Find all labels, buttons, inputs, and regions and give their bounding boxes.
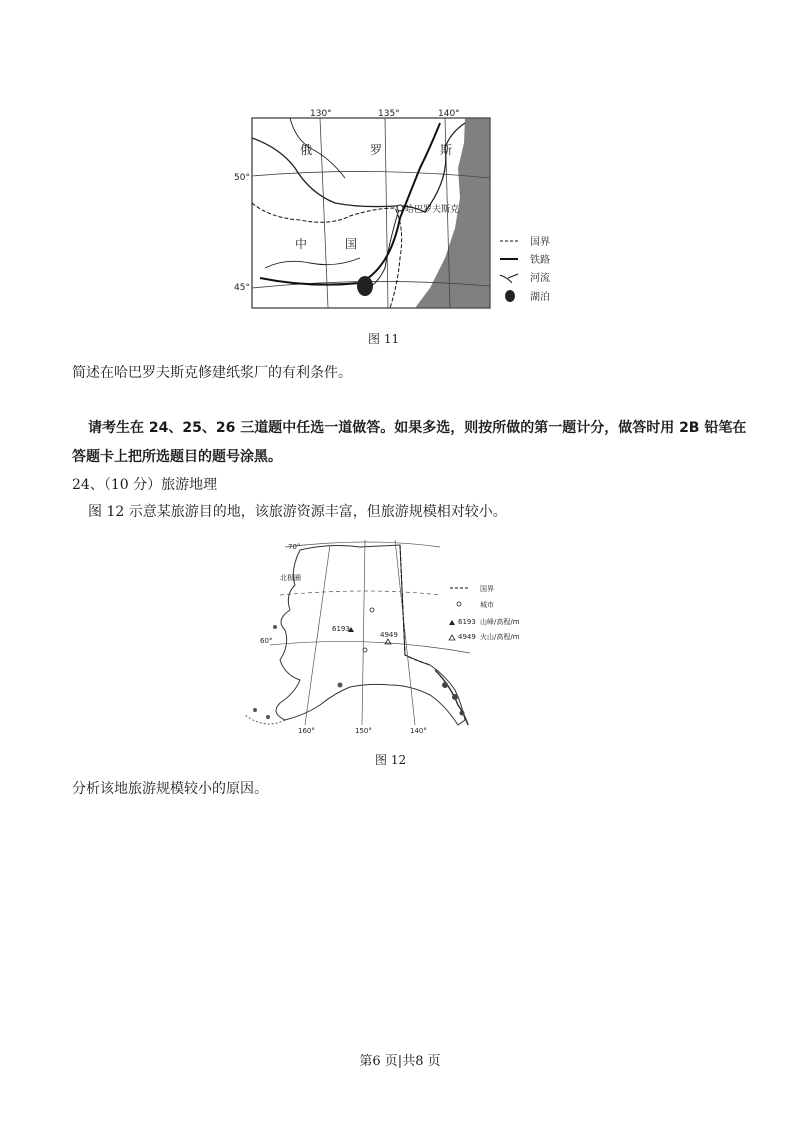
instruction-line-2: 答题卡上把所选题目的题号涂黑。 xyxy=(72,449,282,465)
lon-label-130: 130° xyxy=(310,109,332,119)
arctic-circle-line xyxy=(280,591,440,595)
map-12-svg xyxy=(240,535,550,770)
lat-line-70 xyxy=(285,542,440,547)
lon-line-135 xyxy=(385,118,388,308)
q23-question: 简述在哈巴罗夫斯克修建纸浆厂的有利条件。 xyxy=(72,365,352,381)
volcano-icon xyxy=(449,635,455,640)
legend-railway-label: 铁路 xyxy=(530,255,550,266)
island-4 xyxy=(273,625,277,629)
region-label-si: 斯 xyxy=(440,143,453,157)
region-label-luo: 罗 xyxy=(370,143,383,157)
river-south xyxy=(265,258,360,268)
volcano-value-label: 4949 xyxy=(380,631,398,639)
region-label-zhong: 中 xyxy=(295,237,308,251)
q24-intro: 图 12 示意某旅游目的地，该旅游资源丰富，但旅游规模相对较小。 xyxy=(88,504,507,520)
island-1 xyxy=(253,708,257,712)
arctic-circle-label: 北极圈 xyxy=(280,574,301,582)
lon-line-160 xyxy=(305,545,330,725)
panhandle-island-1 xyxy=(442,682,448,688)
q24-question: 分析该地旅游规模较小的原因。 xyxy=(72,781,268,797)
legend12-border-label: 国界 xyxy=(480,585,494,593)
lat-label-70: 70° xyxy=(288,543,301,551)
lon-label-150: 150° xyxy=(355,727,372,735)
figure-12-caption: 图 12 xyxy=(375,753,407,767)
page-footer: 第6 页|共8 页 xyxy=(359,1054,441,1069)
amur-river xyxy=(252,123,465,212)
q24-title: 24、（10 分）旅游地理 xyxy=(72,477,218,493)
legend12-peak-value: 6193 xyxy=(458,618,476,626)
legend-border-label: 国界 xyxy=(530,237,550,248)
lat-label-50: 50° xyxy=(234,173,250,183)
region-label-guo: 国 xyxy=(345,237,358,251)
lon-label-160: 160° xyxy=(298,727,315,735)
figure-11-map xyxy=(234,108,550,358)
map-11-svg xyxy=(234,108,550,358)
panhandle-island-3 xyxy=(460,711,465,716)
city-marker-anchorage xyxy=(363,648,367,652)
legend12-volcano-value: 4949 xyxy=(458,633,476,641)
legend-river-label: 河流 xyxy=(530,273,550,284)
city-icon xyxy=(457,602,461,606)
legend12-peak-label: 山峰/高程/m xyxy=(480,618,520,626)
legend12-city-label: 城市 xyxy=(480,601,494,609)
lat-line-50 xyxy=(252,171,490,178)
lake-khanka xyxy=(357,276,373,296)
panhandle-coast xyxy=(435,670,468,725)
peak-icon xyxy=(449,620,455,625)
lon-line-130 xyxy=(320,118,328,308)
river-icon xyxy=(500,274,518,283)
region-label-e: 俄 xyxy=(300,143,313,157)
city-label: 哈巴罗夫斯克 xyxy=(405,205,460,215)
lon-label-135: 135° xyxy=(378,109,400,119)
alaska-outline xyxy=(276,545,465,725)
city-marker-12 xyxy=(370,608,374,612)
river-north xyxy=(290,118,345,178)
figure-12-map xyxy=(240,535,550,770)
lon-label-140: 140° xyxy=(438,109,460,119)
city-marker xyxy=(397,205,403,211)
instruction-line-1: 请考生在 24、25、26 三道题中任选一道做答。如果多选，则按所做的第一题计分，做答时用 2B 铅笔在 xyxy=(88,420,747,436)
lat-label-45: 45° xyxy=(234,283,250,293)
panhandle-island-2 xyxy=(452,694,458,700)
national-border xyxy=(252,203,402,308)
railway-line xyxy=(260,123,440,285)
peak-value-label: 6193 xyxy=(332,625,350,633)
lon-line-140 xyxy=(395,540,415,725)
island-3 xyxy=(338,683,343,688)
figure-11-caption: 图 11 xyxy=(368,332,400,346)
national-border-12 xyxy=(400,545,430,665)
lat-label-60: 60° xyxy=(260,637,273,645)
ussuri-river xyxy=(368,206,400,288)
lake-icon xyxy=(505,290,515,302)
legend-lake-label: 湖泊 xyxy=(530,292,550,303)
lat-line-60 xyxy=(270,641,470,653)
legend12-volcano-label: 火山/高程/m xyxy=(480,633,520,641)
lon-label-140: 140° xyxy=(410,727,427,735)
lon-line-150 xyxy=(362,540,365,725)
island-2 xyxy=(266,715,270,719)
